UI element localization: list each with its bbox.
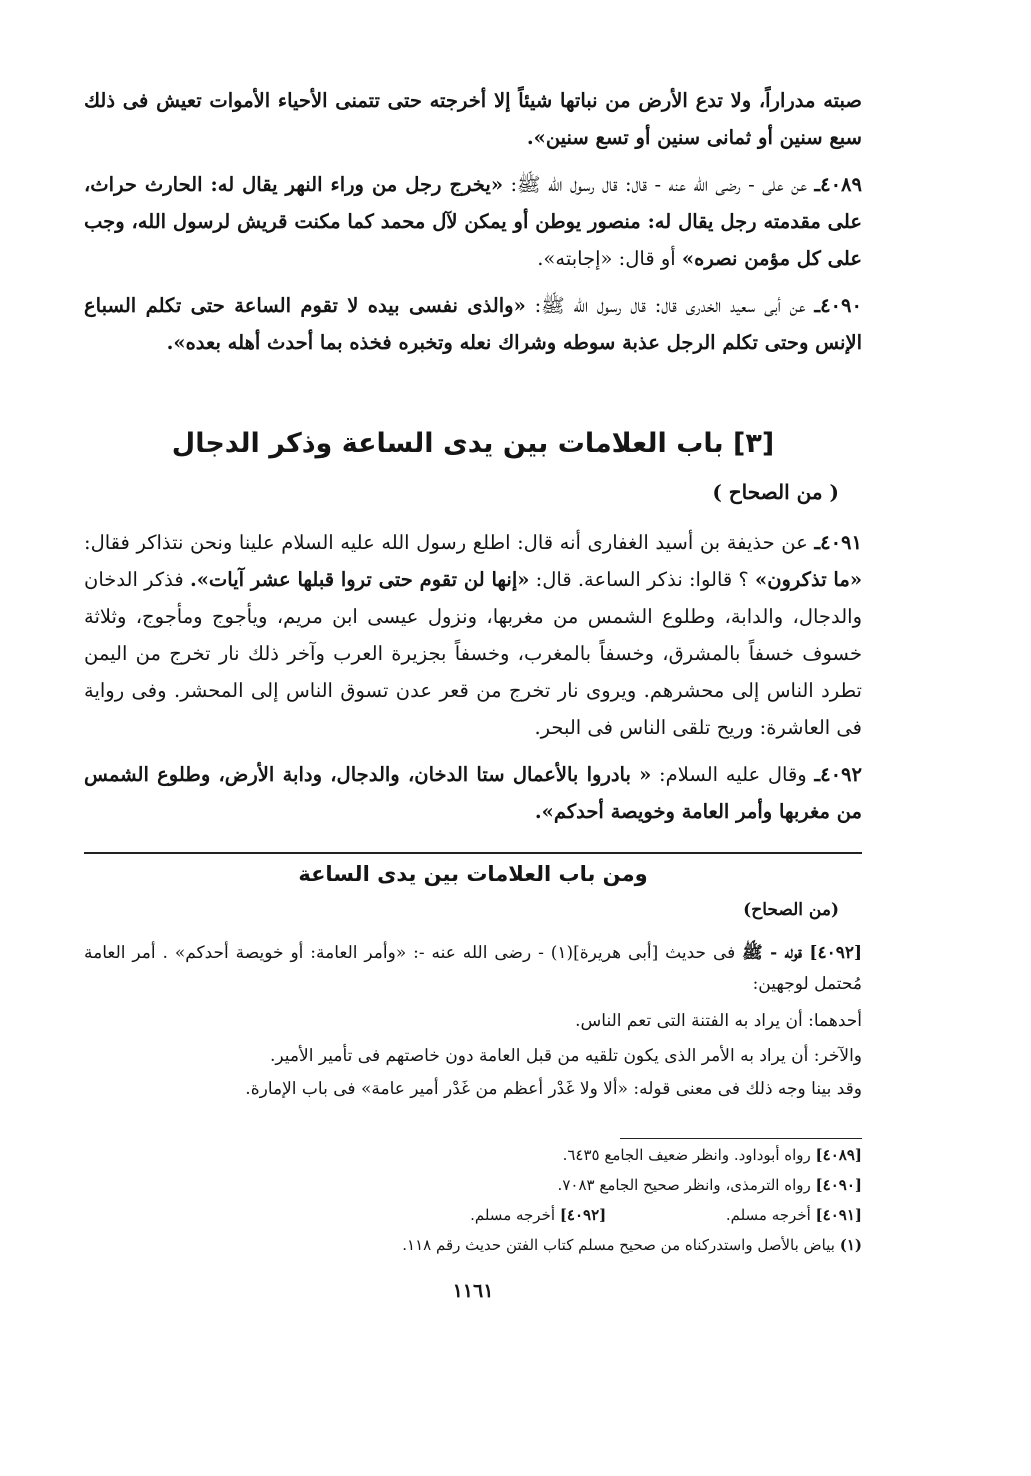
hadith-number: ٤٠٩١: [820, 531, 863, 554]
chapter-heading: [٣] باب العلامات بين يدى الساعة وذكر الدجال: [171, 428, 775, 459]
hadith-number: ٤٠٩٠: [820, 294, 862, 317]
section-divider: [84, 852, 862, 854]
hadith-narration: عن أبى سعيد الخدرى قال: قال رسول الله ﷺ:: [534, 294, 806, 317]
hadith-text: « بادروا بالأعمال ستا الدخان، والدجال، ودابة الأرض، وطلوع الشمس من مغربها وأمر العامة وخويصة أحدكم».: [84, 763, 862, 823]
hadith-alt: أو قال: «إجابته».: [537, 247, 676, 270]
hadith-4088-tail: صبته مدراراً، ولا تدع الأرض من نباتها شيئاً إلا أخرجته حتى تتمنى الأحياء الأموات تعيش فى ذلك سبع سنين أو ثمانى سنين أو تسع سنين».: [84, 89, 862, 149]
hadith-rest: فذكر الدخان والدجال، والدابة، وطلوع الشمس من مغربها، ونزول عيسى ابن مريم، ويأجوج ومأجوج، وثلاثة خسوف خسفاً بالمشرق، وخسفاً بالمغرب، وخسفاً بجزيرة العرب وآخر ذلك نار تخرج من اليمن تطرد الناس إلى محشرهم. ويروى نار تخرج من قعر عدن تسوق الناس إلى المحشر. وفى رواية فى العاشرة: وريح تلقى الناس فى البحر.: [84, 568, 862, 739]
footnote-1: [84, 1230, 862, 1260]
footnote-text: رواه الترمذى، وانظر صحيح الجامع ٧٠٨٣.: [557, 1176, 811, 1194]
hadith-answer: «إنها لن تقوم حتى تروا قبلها عشر آيات».: [189, 568, 530, 591]
hadith-4089: ٤٠٨٩ـ عن على - رضى الله عنه - قال: قال رسول الله ﷺ: «يخرج رجل من وراء النهر يقال له: الحارث حراث، على مقدمته رجل يقال له: منصور يوطن أو يمكن لآل محمد كما مكنت قريش لرسول الله، وجب على كل مؤمن نصره» أو قال: «إجابته».: [84, 173, 863, 270]
hadith-4090: ٤٠٩٠ـ عن أبى سعيد الخدرى قال: قال رسول الله ﷺ: «والذى نفسى بيده لا تقوم الساعة حتى تكلم السباع الإنس وحتى تكلم الرجل عذبة سوطه وشراك نعله وتخبره فخذه بما أحدث أهله بعده».: [84, 294, 862, 354]
commentary-para-4: وقد بينا وجه ذلك فى معنى قوله: «ألا ولا غَدْر أعظم من غَدْر أمير عامة» فى باب الإمارة.: [245, 1079, 862, 1099]
hadith-text: «يخرج رجل من وراء النهر يقال له: الحارث حراث، على مقدمته رجل يقال له: منصور يوطن أو يمكن لآل محمد كما مكنت قريش لرسول الله، وجب على كل مؤمن نصره»: [84, 173, 862, 270]
commentary-heading: ومن باب العلامات بين يدى الساعة: [298, 862, 648, 886]
hadith-number: ٤٠٨٩: [820, 173, 863, 196]
footnotes: [84, 1140, 862, 1260]
hadith-text: «والذى نفسى بيده لا تقوم الساعة حتى تكلم السباع الإنس وحتى تكلم الرجل عذبة سوطه وشراك نعله وتخبره فخذه بما أحدث أهله بعده».: [84, 294, 862, 354]
footnote-4091-4092: [84, 1200, 862, 1230]
commentary-source: (من الصحاح): [743, 900, 839, 920]
footnote-number: [٤٠٩٠]: [815, 1176, 862, 1194]
commentary-block: [84, 938, 862, 1105]
hadith-lead: عن حذيفة بن أسيد الغفارى أنه قال: اطلع رسول الله عليه السلام علينا ونحن نتذاكر فقال:: [84, 531, 808, 554]
footnote-4089: [84, 1140, 862, 1170]
chapter-source: ( من الصحاح ): [712, 480, 839, 504]
footnote-text: أخرجه مسلم.: [470, 1206, 556, 1224]
footnote-number: [٤٠٩٢]: [559, 1206, 607, 1224]
main-text-bottom: [84, 524, 862, 830]
hadith-narration: عن على - رضى الله عنه - قال: قال رسول الله ﷺ:: [510, 173, 807, 196]
footnote-4090: [84, 1170, 862, 1200]
commentary-ref: [٤٠٩٢] قوله - ﷺ: [742, 943, 863, 963]
footnote-text: رواه أبوداود. وانظر ضعيف الجامع ٦٤٣٥.: [562, 1146, 811, 1164]
commentary-para-2: أحدهما: أن يراد به الفتنة التى تعم الناس.: [575, 1011, 862, 1031]
commentary-line: فى حديث [أبى هريرة](١) - رضى الله عنه -: «وأمر العامة: أو خويصة أحدكم» . أمر العامة مُحتمل لوجهين:: [84, 943, 862, 994]
hadith-question: «ما تذكرون»: [755, 568, 863, 591]
commentary-para-1: [84, 938, 862, 1000]
commentary-para-3: والآخر: أن يراد به الأمر الذى يكون تلقيه من قبل العامة دون خاصتهم فى تأمير الأمير.: [270, 1046, 862, 1066]
hadith-number: ٤٠٩٢: [820, 763, 862, 786]
footnote-text: بياض بالأصل واستدركناه من صحيح مسلم كتاب الفتن حديث رقم ١١٨.: [402, 1236, 835, 1254]
hadith-lead: وقال عليه السلام:: [659, 763, 807, 786]
hadith-4091: ٤٠٩١ـ عن حذيفة بن أسيد الغفارى أنه قال: اطلع رسول الله عليه السلام علينا ونحن نتذاكر فقال: «ما تذكرون» ؟ قالوا: نذكر الساعة. قال: «إنها لن تقوم حتى تروا قبلها عشر آيات». فذكر الدخان والدجال، والدابة، وطلوع الشمس من مغربها، ونزول عيسى ابن مريم، ويأجوج ومأجوج، وثلاثة خسوف خسفاً بالمشرق، وخسفاً بالمغرب، وخسفاً بجزيرة العرب وآخر ذلك نار تخرج من اليمن تطرد الناس إلى محشرهم. ويروى نار تخرج من قعر عدن تسوق الناس إلى المحشر. وفى رواية فى العاشرة: وريح تلقى الناس فى البحر.: [84, 531, 863, 739]
hadith-4092: ٤٠٩٢ـ وقال عليه السلام: « بادروا بالأعمال ستا الدخان، والدجال، ودابة الأرض، وطلوع الشمس من مغربها وأمر العامة وخويصة أحدكم».: [84, 763, 862, 823]
main-text-top: [84, 82, 862, 361]
page-number: ١١٦١: [452, 1280, 494, 1302]
footnote-number: [٤٠٩١]: [815, 1206, 862, 1224]
footnote-number: (١): [839, 1236, 862, 1254]
footnote-number: [٤٠٨٩]: [815, 1146, 862, 1164]
footnote-divider: [620, 1138, 862, 1139]
hadith-mid: ؟ قالوا: نذكر الساعة. قال:: [535, 568, 749, 591]
footnote-text: أخرجه مسلم.: [725, 1206, 811, 1224]
